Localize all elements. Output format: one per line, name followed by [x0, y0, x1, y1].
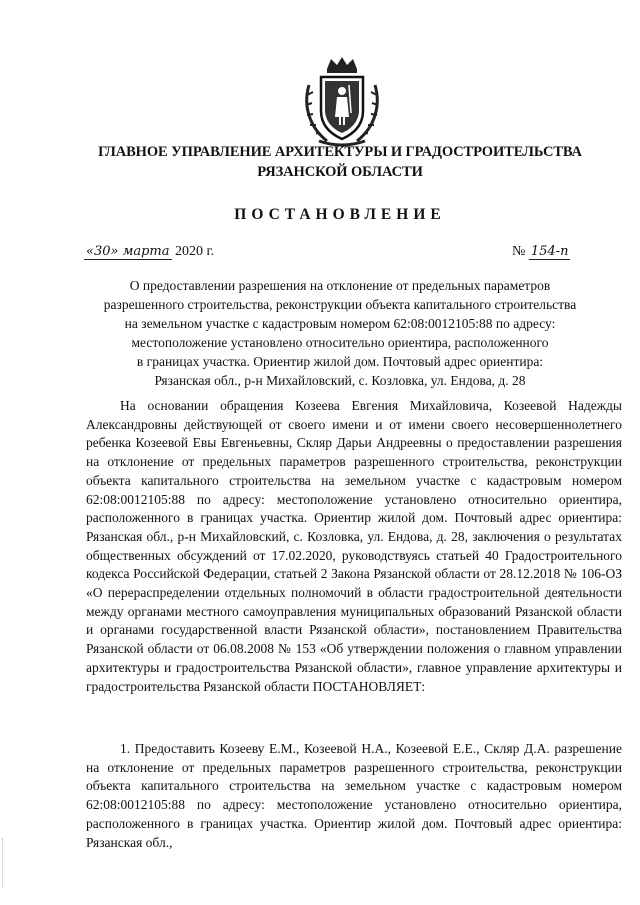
org-line-1: ГЛАВНОЕ УПРАВЛЕНИЕ АРХИТЕКТУРЫ И ГРАДОСТРОИТЕЛЬСТВА [98, 144, 582, 160]
number-value: 154-п [530, 244, 569, 259]
date-year: 2020 г. [175, 244, 215, 259]
subject-line: местоположение установлено относительно ориентира, расположенного [131, 335, 549, 350]
margin-mark [2, 838, 11, 888]
subject-line: на земельном участке с кадастровым номером 62:08:0012105:88 по адресу: [124, 316, 556, 331]
subject-line: О предоставлении разрешения на отклонение от предельных параметров [129, 278, 551, 293]
body-paragraph-item-1: 1. Предоставить Козееву Е.М., Козеевой Н.А., Козеевой Е.Е., Скляр Д.А. разрешение на отклонение от предельных параметров разрешенного строительства, реконструкции объекта капитального строительства на земельном участке с кадастровым номером 62:08:0012105:88 по адресу: местоположение установлено относительно ориентира, расположенного в границах участка. Ориентир жилой дом. Почтовый адрес ориентира: Рязанская обл., [86, 741, 622, 850]
subject-line: разрешенного строительства, реконструкции объекта капитального строительства [103, 297, 577, 312]
document-number [512, 244, 570, 260]
document-date [84, 244, 214, 260]
body-paragraph-preamble: На основании обращения Козеева Евгения Михайловича, Козеевой Надежды Александровны действующей от своего имени и от имени своего несовершеннолетнего ребенка Козеевой Евы Евгеньевны, Скляр Дарьи Андреевны о предоставлении разрешения на отклонение от предельных параметров разрешенного строительства, реконструкции объекта капитального строительства на земельном участке с кадастровым номером 62:08:0012105:88 по адресу: местоположение установлено относительно ориентира, расположенного в границах участка. Ориентир жилой дом. Почтовый адрес ориентира: Рязанская обл., р-н Михайловский, с. Козловка, ул. Ендова, д. 28, заключения о результатах общественных обсуждений от 17.02.2020, руководствуясь статьей 40 Градостроительного кодекса Российской Федерации, статьей 2 Закона Рязанской области от 28.12.2018 № 106-ОЗ «О перераспределении отдельных полномочий в области градостроительной деятельности между органами местного самоуправления муниципальных образований Рязанской области и органами государственной власти Рязанской области», постановлением Правительства Рязанской области от 06.08.2008 № 153 «Об утверждении положения о главном управлении архитектуры и градостроительства Рязанской области», главное управление архитектуры и градостроительства Рязанской области ПОСТАНОВЛЯЕТ: [86, 398, 622, 694]
subject-line: Рязанская обл., р-н Михайловский, с. Козловка, ул. Ендова, д. 28 [154, 373, 526, 388]
document-type-title: ПОСТАНОВЛЕНИЕ [234, 206, 446, 223]
coat-of-arms-icon [299, 55, 385, 147]
number-prefix: № [512, 244, 526, 259]
subject-block [80, 276, 600, 390]
organization-name [60, 142, 620, 182]
org-line-2: РЯЗАНСКОЙ ОБЛАСТИ [257, 164, 423, 180]
date-day-month: «30» марта [86, 244, 170, 259]
subject-line: в границах участка. Ориентир жилой дом. Почтовый адрес ориентира: [136, 354, 544, 369]
